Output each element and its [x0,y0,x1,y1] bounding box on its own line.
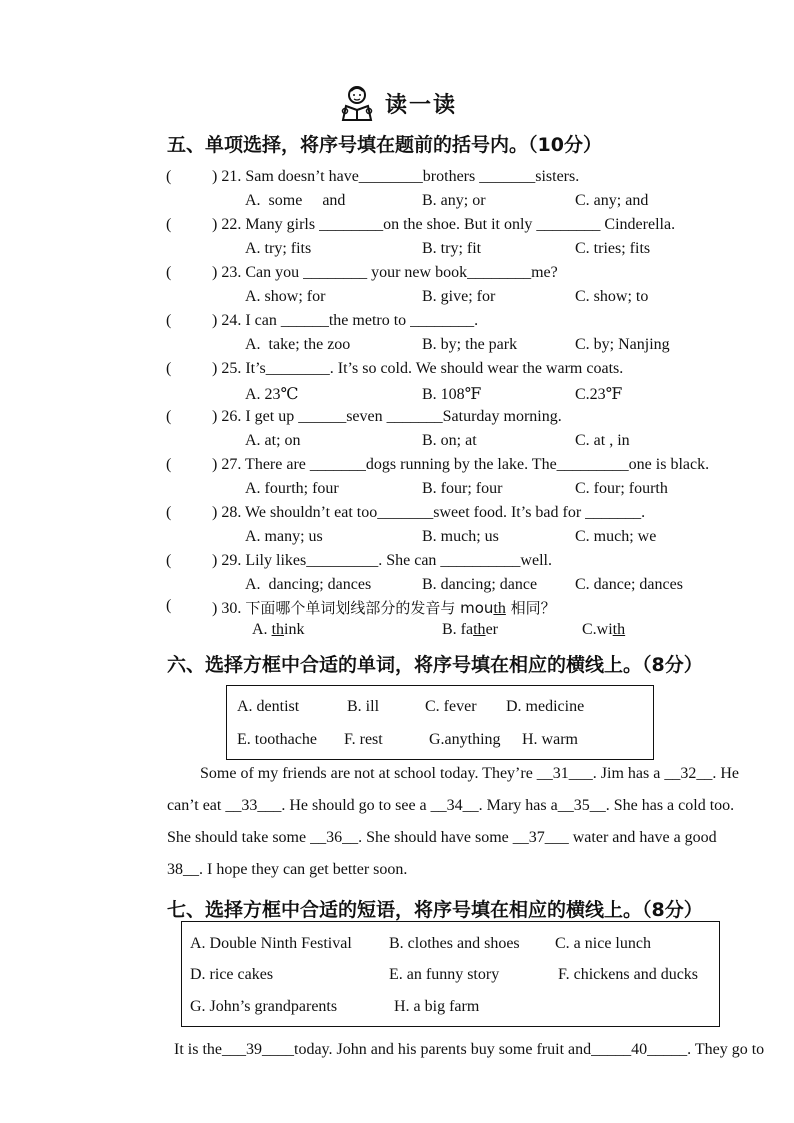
q30-b-post: er [485,621,498,638]
option-c: C. show; to [575,288,649,305]
question-number: ) 25. [212,360,242,377]
answer-paren: ( [166,408,172,425]
q30-text-post: 相同？ [505,599,556,617]
word-option: G.anything [429,731,501,748]
phrase-option: B. clothes and shoes [389,935,520,952]
word-option: C. fever [425,698,477,715]
question-30-text [212,597,556,618]
option-a: A. some and [245,192,346,209]
phrase-option: H. a big farm [394,998,480,1015]
option-c: C. any; and [575,192,649,209]
option-c: C.23℉ [575,386,623,403]
question-number: ) 26. [212,408,242,425]
question-stem: I get up ______seven _______Saturday morning. [245,408,562,425]
option-c: C. four; fourth [575,480,668,497]
option-a: A. take; the zoo [245,336,351,353]
question-text [212,360,623,378]
word-option: A. dentist [237,698,300,715]
section-5-heading: 五、单项选择，将序号填在题前的括号内。（10分） [167,134,602,156]
question-number: ) 22. [212,216,242,233]
question-stem: We shouldn’t eat too_______sweet food. It’s bad for _______. [245,504,646,521]
option-a: A. try; fits [245,240,312,257]
answer-paren: ( [166,168,172,185]
phrase-option: D. rice cakes [190,966,274,983]
word-option: B. ill [347,698,380,715]
question-text [212,264,558,282]
option-b: B. try; fit [422,240,482,257]
option-b: B. any; or [422,192,486,209]
q30-c-ul: th [612,621,626,638]
question-stem: I can ______the metro to ________. [245,312,479,329]
question-stem: Sam doesn’t have________brothers _______sisters. [245,168,580,185]
option-b: B. four; four [422,480,503,497]
option-b: B. give; for [422,288,496,305]
passage-line: Some of my friends are not at school today. They’re __31___. Jim has a __32__. He [200,765,739,782]
reading-boy-icon [337,84,377,122]
option-a: A. fourth; four [245,480,339,497]
question-number: ) 29. [212,552,242,569]
phrase-option: G. John’s grandparents [190,998,338,1015]
option-b: B. on; at [422,432,477,449]
option-c: C. much; we [575,528,657,545]
question-text [212,216,675,234]
phrase-option: C. a nice lunch [555,935,651,952]
question-stem: Can you ________ your new book________me? [245,264,558,281]
question-text [212,312,478,330]
passage-line: It is the___39____today. John and his parents buy some fruit and_____40_____. They go to [174,1041,765,1058]
question-number: ) 27. [212,456,242,473]
answer-paren: ( [166,216,172,233]
word-option: E. toothache [237,731,317,748]
q30-option-c [582,621,625,639]
option-a: A. 23℃ [245,386,299,403]
passage-line: She should take some __36__. She should have some __37___ water and have a good [167,829,717,846]
question-stem: It’s________. It’s so cold. We should wear the warm coats. [245,360,624,377]
q30-option-b [442,621,498,639]
option-c: C. at , in [575,432,630,449]
question-number: ) 30. [212,600,242,617]
question-number: ) 28. [212,504,242,521]
option-b: B. 108℉ [422,386,482,403]
answer-paren: ( [166,597,172,614]
question-number: ) 21. [212,168,242,185]
option-c: C. dance; dances [575,576,683,593]
phrase-option: E. an funny story [389,966,500,983]
word-option: D. medicine [506,698,585,715]
passage-line: can’t eat __33___. He should go to see a __34__. Mary has a__35__. She has a cold too. [167,797,735,814]
page-title-row [0,84,794,128]
section-6-heading: 六、选择方框中合适的单词，将序号填在相应的横线上。（8分） [167,654,703,676]
q30-text-pre: 下面哪个单词划线部分的发音与 mou [245,599,494,617]
question-text [212,504,645,522]
word-option: H. warm [522,731,578,748]
q30-a-ul: th [271,621,285,638]
answer-paren: ( [166,552,172,569]
option-c: C. tries; fits [575,240,651,257]
q30-option-a [252,621,304,639]
option-a: A. many; us [245,528,323,545]
answer-paren: ( [166,264,172,281]
answer-paren: ( [166,312,172,329]
passage-line: 38__. I hope they can get better soon. [167,861,408,878]
question-stem: Lily likes_________. She can __________well. [245,552,552,569]
option-b: B. by; the park [422,336,518,353]
question-text [212,456,709,474]
option-a: A. at; on [245,432,301,449]
option-a: A. dancing; dances [245,576,372,593]
question-text [212,552,552,570]
phrase-option: F. chickens and ducks [558,966,699,983]
q30-c-pre: C.wi [582,621,613,638]
option-b: B. much; us [422,528,499,545]
q30-text-underlined: th [493,600,506,617]
phrase-option: A. Double Ninth Festival [190,935,352,952]
word-option: F. rest [344,731,383,748]
question-text [212,168,579,186]
q30-b-ul: th [473,621,486,638]
answer-paren: ( [166,456,172,473]
answer-paren: ( [166,504,172,521]
question-stem: Many girls ________on the shoe. But it only ________ Cinderella. [245,216,676,233]
question-number: ) 23. [212,264,242,281]
answer-paren: ( [166,360,172,377]
option-a: A. show; for [245,288,326,305]
question-stem: There are _______dogs running by the lake. The_________one is black. [245,456,710,473]
question-number: ) 24. [212,312,242,329]
q30-a-post: ink [284,621,305,638]
question-text [212,408,562,426]
option-c: C. by; Nanjing [575,336,670,353]
page-title: 读一读 [384,91,457,117]
option-b: B. dancing; dance [422,576,538,593]
q30-a-pre: A. [252,621,272,638]
section-7-heading: 七、选择方框中合适的短语，将序号填在相应的横线上。（8分） [167,899,703,921]
q30-b-pre: B. fa [442,621,474,638]
